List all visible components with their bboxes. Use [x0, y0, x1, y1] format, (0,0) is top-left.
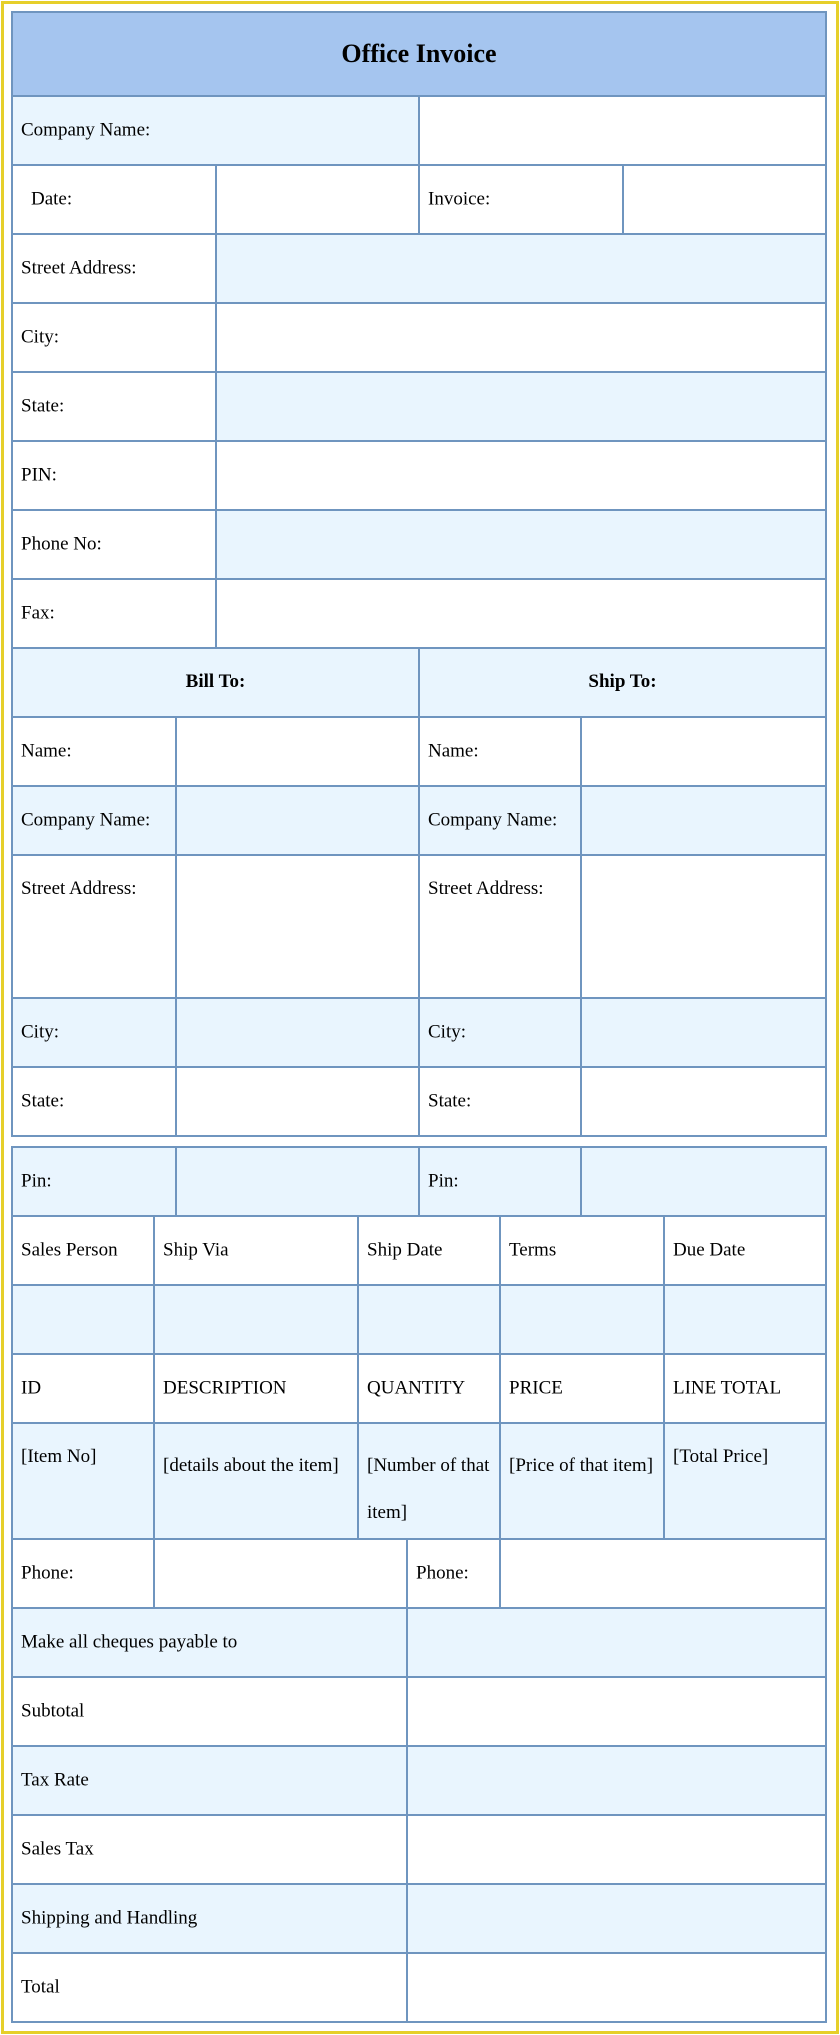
- total-field[interactable]: [406, 1952, 827, 2023]
- item-header-description-label: DESCRIPTION: [163, 1377, 287, 1399]
- subtotal-label: Subtotal: [21, 1700, 85, 1722]
- ship-via-field[interactable]: [153, 1284, 359, 1355]
- total-label: Total: [21, 1976, 60, 1998]
- city-label: City:: [21, 326, 60, 348]
- phone-left-field[interactable]: [153, 1538, 408, 1609]
- invoice-label-cell: [418, 164, 624, 235]
- cheques-payable-label-cell: [11, 1607, 408, 1678]
- fax-label-cell: [11, 578, 217, 649]
- ship-name-label: Name:: [428, 740, 479, 762]
- item-header-line-total: [663, 1353, 827, 1424]
- ship-street-label-cell: [418, 854, 582, 999]
- bill-company-label-cell: [11, 785, 177, 856]
- bill-state-label: State:: [21, 1090, 65, 1112]
- tax-rate-label-cell: [11, 1745, 408, 1816]
- company-name-label-cell: [11, 95, 420, 166]
- item-header-description: [153, 1353, 359, 1424]
- state-field[interactable]: [215, 371, 827, 442]
- order-header-terms: [499, 1215, 665, 1286]
- pin-label: PIN:: [21, 464, 57, 486]
- subtotal-field[interactable]: [406, 1676, 827, 1747]
- pin-label-cell: [11, 440, 217, 511]
- ship-pin-label-cell: [418, 1146, 582, 1217]
- phone-left-label: Phone:: [21, 1562, 74, 1584]
- bill-city-label: City:: [21, 1021, 60, 1043]
- item-header-quantity: [357, 1353, 501, 1424]
- shipping-handling-field[interactable]: [406, 1883, 827, 1954]
- bill-to-heading: Bill To:: [11, 647, 420, 718]
- order-header-due-date-label: Due Date: [673, 1239, 746, 1261]
- bill-pin-field[interactable]: [175, 1146, 420, 1217]
- bill-street-field[interactable]: [175, 854, 420, 999]
- ship-date-field[interactable]: [357, 1284, 501, 1355]
- ship-company-field[interactable]: [580, 785, 827, 856]
- street-field[interactable]: [215, 233, 827, 304]
- state-label: State:: [21, 395, 65, 417]
- phone-no-label-cell: [11, 509, 217, 580]
- item-line-total-placeholder: [Total Price]: [673, 1446, 769, 1467]
- bill-city-label-cell: [11, 997, 177, 1068]
- ship-city-label: City:: [428, 1021, 467, 1043]
- ship-street-field[interactable]: [580, 854, 827, 999]
- phone-right-label-cell: [406, 1538, 501, 1609]
- order-header-ship-via-label: Ship Via: [163, 1239, 229, 1261]
- bill-street-label-cell: [11, 854, 177, 999]
- sales-tax-field[interactable]: [406, 1814, 827, 1885]
- pin-field[interactable]: [215, 440, 827, 511]
- phone-no-label: Phone No:: [21, 533, 102, 555]
- order-header-sales-person: [11, 1215, 155, 1286]
- bill-name-field[interactable]: [175, 716, 420, 787]
- fax-label: Fax:: [21, 602, 55, 624]
- shipping-handling-label-cell: [11, 1883, 408, 1954]
- item-quantity-field[interactable]: [357, 1422, 501, 1540]
- order-header-ship-date-label: Ship Date: [367, 1239, 443, 1261]
- street-label-cell: [11, 233, 217, 304]
- order-header-ship-via: [153, 1215, 359, 1286]
- order-header-ship-date: [357, 1215, 501, 1286]
- date-field[interactable]: [215, 164, 420, 235]
- item-header-id-label: ID: [21, 1377, 42, 1399]
- bill-name-label-cell: [11, 716, 177, 787]
- street-label: Street Address:: [21, 257, 137, 279]
- bill-pin-label: Pin:: [21, 1170, 52, 1192]
- phone-right-label: Phone:: [416, 1562, 469, 1584]
- ship-state-label-cell: [418, 1066, 582, 1137]
- cheques-payable-label: Make all cheques payable to: [21, 1631, 238, 1653]
- tax-rate-field[interactable]: [406, 1745, 827, 1816]
- page-title: Office Invoice: [11, 11, 827, 97]
- tax-rate-label: Tax Rate: [21, 1769, 89, 1791]
- city-field[interactable]: [215, 302, 827, 373]
- phone-no-field[interactable]: [215, 509, 827, 580]
- sales-tax-label-cell: [11, 1814, 408, 1885]
- sales-person-field[interactable]: [11, 1284, 155, 1355]
- bill-company-field[interactable]: [175, 785, 420, 856]
- order-header-terms-label: Terms: [509, 1239, 557, 1261]
- bill-street-label: Street Address:: [21, 878, 137, 899]
- cheques-payable-field[interactable]: [406, 1607, 827, 1678]
- item-no-placeholder: [Item No]: [21, 1446, 97, 1467]
- bill-state-label-cell: [11, 1066, 177, 1137]
- shipping-handling-label: Shipping and Handling: [21, 1907, 198, 1929]
- ship-pin-label: Pin:: [428, 1170, 459, 1192]
- ship-city-label-cell: [418, 997, 582, 1068]
- ship-city-field[interactable]: [580, 997, 827, 1068]
- item-price-placeholder: [Price of that item]: [509, 1455, 654, 1476]
- due-date-field[interactable]: [663, 1284, 827, 1355]
- order-header-due-date: [663, 1215, 827, 1286]
- bill-pin-label-cell: [11, 1146, 177, 1217]
- invoice-field[interactable]: [622, 164, 827, 235]
- company-name-label: Company Name:: [21, 119, 151, 141]
- ship-street-label: Street Address:: [428, 878, 544, 899]
- item-header-id: [11, 1353, 155, 1424]
- item-line-total-field[interactable]: [663, 1422, 827, 1540]
- sales-tax-label: Sales Tax: [21, 1838, 94, 1860]
- ship-to-heading: Ship To:: [418, 647, 827, 718]
- ship-pin-field[interactable]: [580, 1146, 827, 1217]
- ship-company-label: Company Name:: [428, 809, 558, 831]
- date-label-cell: [11, 164, 217, 235]
- item-quantity-placeholder: [Number of that item]: [367, 1455, 490, 1523]
- company-name-field[interactable]: [418, 95, 827, 166]
- bill-name-label: Name:: [21, 740, 72, 762]
- date-label: Date:: [31, 188, 73, 210]
- invoice-label: Invoice:: [428, 188, 491, 210]
- order-header-sales-person-label: Sales Person: [21, 1239, 118, 1261]
- terms-field[interactable]: [499, 1284, 665, 1355]
- item-header-quantity-label: QUANTITY: [367, 1377, 466, 1399]
- city-label-cell: [11, 302, 217, 373]
- item-description-placeholder: [details about the item]: [163, 1455, 339, 1476]
- ship-state-label: State:: [428, 1090, 472, 1112]
- subtotal-label-cell: [11, 1676, 408, 1747]
- ship-company-label-cell: [418, 785, 582, 856]
- bill-state-field[interactable]: [175, 1066, 420, 1137]
- bill-city-field[interactable]: [175, 997, 420, 1068]
- ship-name-field[interactable]: [580, 716, 827, 787]
- fax-field[interactable]: [215, 578, 827, 649]
- item-description-field[interactable]: [153, 1422, 359, 1540]
- item-header-price-label: PRICE: [509, 1377, 563, 1399]
- phone-right-field[interactable]: [499, 1538, 827, 1609]
- phone-left-label-cell: [11, 1538, 155, 1609]
- ship-state-field[interactable]: [580, 1066, 827, 1137]
- total-label-cell: [11, 1952, 408, 2023]
- ship-name-label-cell: [418, 716, 582, 787]
- item-price-field[interactable]: [499, 1422, 665, 1540]
- item-header-price: [499, 1353, 665, 1424]
- item-no-field[interactable]: [11, 1422, 155, 1540]
- item-header-line-total-label: LINE TOTAL: [673, 1377, 782, 1399]
- state-label-cell: [11, 371, 217, 442]
- bill-company-label: Company Name:: [21, 809, 151, 831]
